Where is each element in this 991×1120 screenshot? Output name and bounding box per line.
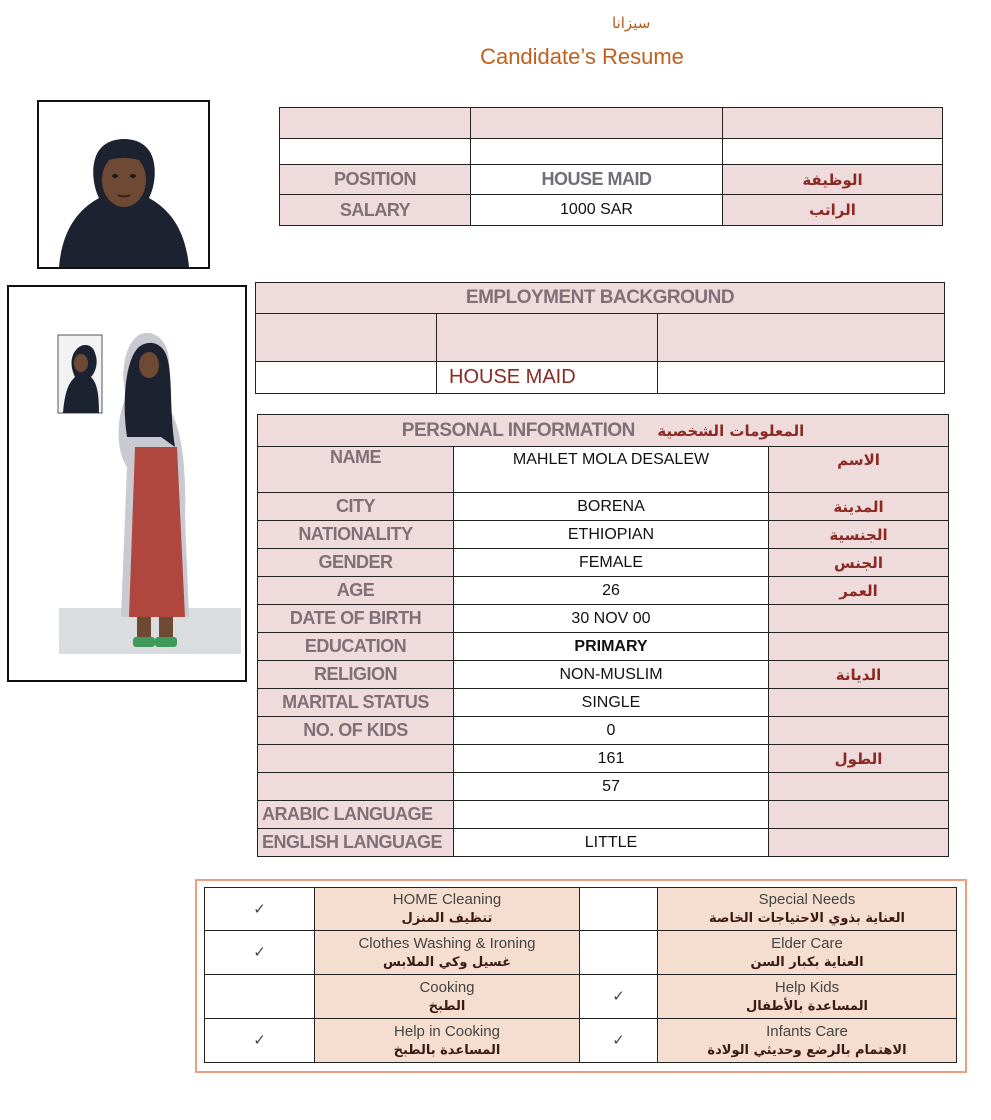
religion-value: NON-MUSLIM bbox=[454, 661, 769, 689]
position-value: HOUSE MAID bbox=[471, 165, 723, 195]
skill-label: Elder Care bbox=[771, 934, 843, 952]
salary-label-arabic: الراتب bbox=[723, 195, 943, 226]
salary-value: 1000 SAR bbox=[471, 195, 723, 226]
nationality-value: ETHIOPIAN bbox=[454, 521, 769, 549]
height-label-arabic: الطول bbox=[769, 745, 949, 773]
personal-heading-arabic: المعلومات الشخصية bbox=[657, 421, 805, 440]
education-label-arabic bbox=[769, 633, 949, 661]
skill-check-special-needs bbox=[580, 888, 658, 931]
employment-background-table bbox=[255, 282, 945, 394]
empty-cell bbox=[658, 314, 945, 362]
gender-value: FEMALE bbox=[454, 549, 769, 577]
position-label-arabic: الوظيفة bbox=[723, 165, 943, 195]
city-label: CITY bbox=[258, 493, 454, 521]
skill-check-clothes-washing: ✓ bbox=[205, 931, 315, 975]
skill-cooking bbox=[315, 975, 580, 1019]
kids-label: NO. OF KIDS bbox=[258, 717, 454, 745]
skill-label-arabic: المساعدة بالأطفال bbox=[746, 998, 868, 1014]
nationality-label: NATIONALITY bbox=[258, 521, 454, 549]
age-value: 26 bbox=[454, 577, 769, 605]
full-body-photo bbox=[7, 285, 247, 682]
name-value: MAHLET MOLA DESALEW bbox=[454, 447, 769, 493]
kids-label-arabic bbox=[769, 717, 949, 745]
name-label-arabic: الاسم bbox=[769, 447, 949, 493]
english-language-value: LITTLE bbox=[454, 829, 769, 857]
nationality-label-arabic: الجنسية bbox=[769, 521, 949, 549]
personal-information-table bbox=[257, 414, 949, 857]
skill-check-help-kids: ✓ bbox=[580, 975, 658, 1019]
empty-cell bbox=[471, 108, 723, 139]
weight-label-arabic bbox=[769, 773, 949, 801]
english-language-label: ENGLISH LANGUAGE bbox=[258, 829, 454, 857]
marital-status-label: MARITAL STATUS bbox=[258, 689, 454, 717]
position-salary-table bbox=[279, 107, 943, 226]
personal-heading: PERSONAL INFORMATION bbox=[401, 419, 635, 441]
full-body-photo-image bbox=[9, 287, 245, 680]
skill-help-kids bbox=[658, 975, 957, 1019]
skill-clothes-washing bbox=[315, 931, 580, 975]
skill-label-arabic: غسيل وكي الملابس bbox=[382, 954, 512, 970]
city-label-arabic: المدينة bbox=[769, 493, 949, 521]
gender-label: GENDER bbox=[258, 549, 454, 577]
skills-frame bbox=[195, 879, 967, 1073]
weight-value: 57 bbox=[454, 773, 769, 801]
empty-cell bbox=[658, 362, 945, 394]
empty-cell bbox=[256, 314, 437, 362]
empty-cell bbox=[280, 108, 471, 139]
empty-cell bbox=[723, 139, 943, 165]
religion-label: RELIGION bbox=[258, 661, 454, 689]
education-value: PRIMARY bbox=[454, 633, 769, 661]
skill-label: Clothes Washing & Ironing bbox=[358, 934, 536, 952]
employment-heading: EMPLOYMENT BACKGROUND bbox=[256, 283, 945, 314]
education-label: EDUCATION bbox=[258, 633, 454, 661]
empty-cell bbox=[471, 139, 723, 165]
skill-label-arabic: الاهتمام بالرضع وحديثي الولادة bbox=[707, 1042, 907, 1058]
height-value: 161 bbox=[454, 745, 769, 773]
employment-job: HOUSE MAID bbox=[437, 362, 658, 394]
skill-label: Help in Cooking bbox=[394, 1022, 500, 1040]
marital-status-value: SINGLE bbox=[454, 689, 769, 717]
dob-value: 30 NOV 00 bbox=[454, 605, 769, 633]
skill-label-arabic: المساعدة بالطبخ bbox=[393, 1042, 501, 1058]
skill-check-home-cleaning: ✓ bbox=[205, 888, 315, 931]
skill-infants-care bbox=[658, 1019, 957, 1063]
weight-label bbox=[258, 773, 454, 801]
skill-elder-care bbox=[658, 931, 957, 975]
gender-label-arabic: الجنس bbox=[769, 549, 949, 577]
dob-label: DATE OF BIRTH bbox=[258, 605, 454, 633]
skill-label: Special Needs bbox=[758, 891, 856, 908]
skill-special-needs bbox=[658, 888, 957, 931]
age-label-arabic: العمر bbox=[769, 577, 949, 605]
height-label bbox=[258, 745, 454, 773]
skill-check-help-in-cooking: ✓ bbox=[205, 1019, 315, 1063]
skill-help-in-cooking bbox=[315, 1019, 580, 1063]
page-title: Candidate’s Resume bbox=[480, 44, 684, 69]
arabic-language-value bbox=[454, 801, 769, 829]
skill-label: Infants Care bbox=[766, 1022, 848, 1040]
skill-label: HOME Cleaning bbox=[392, 891, 502, 908]
agency-logo-arabic: سيزانا bbox=[612, 14, 651, 32]
marital-status-label-arabic bbox=[769, 689, 949, 717]
face-photo-image bbox=[39, 102, 208, 267]
skill-label: Help Kids bbox=[774, 978, 840, 996]
skill-label-arabic: تنظيف المنزل bbox=[401, 911, 493, 926]
skill-check-cooking bbox=[205, 975, 315, 1019]
name-label: NAME bbox=[258, 447, 454, 493]
skill-label: Cooking bbox=[419, 978, 475, 996]
empty-cell bbox=[256, 362, 437, 394]
arabic-language-label-arabic bbox=[769, 801, 949, 829]
skill-label-arabic: العناية بكبار السن bbox=[750, 954, 864, 970]
skill-label-arabic: العناية بذوي الاحتياجات الخاصة bbox=[709, 911, 905, 926]
skill-check-infants-care: ✓ bbox=[580, 1019, 658, 1063]
skill-home-cleaning bbox=[315, 888, 580, 931]
skill-check-elder-care bbox=[580, 931, 658, 975]
face-photo bbox=[37, 100, 210, 269]
empty-cell bbox=[723, 108, 943, 139]
kids-value: 0 bbox=[454, 717, 769, 745]
personal-heading-row bbox=[258, 415, 949, 447]
salary-label: SALARY bbox=[280, 195, 471, 226]
age-label: AGE bbox=[258, 577, 454, 605]
city-value: BORENA bbox=[454, 493, 769, 521]
empty-cell bbox=[280, 139, 471, 165]
religion-label-arabic: الديانة bbox=[769, 661, 949, 689]
empty-cell bbox=[437, 314, 658, 362]
english-language-label-arabic bbox=[769, 829, 949, 857]
skill-label-arabic: الطبخ bbox=[428, 998, 466, 1014]
arabic-language-label: ARABIC LANGUAGE bbox=[258, 801, 454, 829]
dob-label-arabic bbox=[769, 605, 949, 633]
skills-table bbox=[204, 887, 957, 1063]
position-label: POSITION bbox=[280, 165, 471, 195]
